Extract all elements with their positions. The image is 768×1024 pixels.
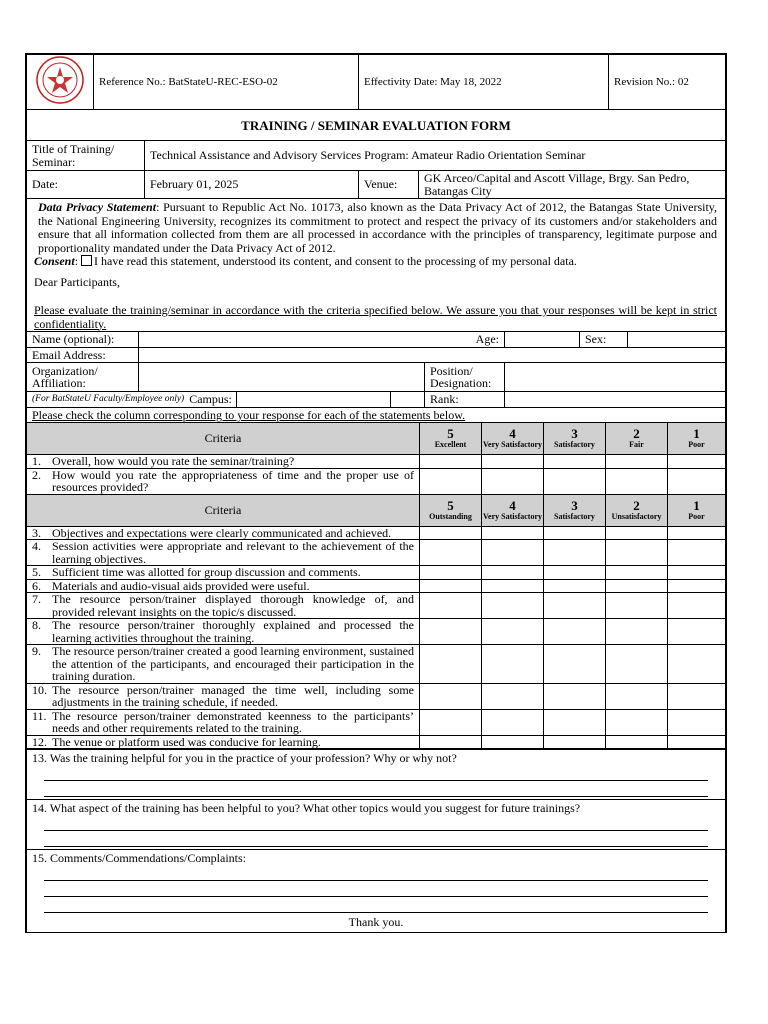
consent-line: Consent: I have read this statement, understood its content, and consent to the processing of my personal data. (34, 254, 577, 269)
affiliation-info (26, 362, 726, 408)
rating-cell[interactable] (606, 468, 668, 494)
rank-field[interactable] (505, 392, 726, 408)
rating-cell[interactable] (668, 593, 726, 619)
name-field[interactable] (139, 332, 505, 348)
open-question (26, 749, 726, 799)
rating-cell[interactable] (544, 593, 606, 619)
rating-cell[interactable] (482, 540, 544, 566)
criteria-text: 9. The resource person/trainer created a good learning environment, sustained the attention of the participants, and encouraged their participation in the training duration. (27, 645, 420, 684)
criteria-header: Criteria (27, 423, 420, 455)
rating-cell[interactable] (544, 735, 606, 749)
rating-cell[interactable] (482, 645, 544, 684)
rating-cell[interactable] (420, 566, 482, 580)
rating-cell[interactable] (420, 735, 482, 749)
criteria-text: 3. Objectives and expectations were clearly communicated and achieved. (27, 526, 420, 540)
revision-number: Revision No.: 02 (609, 55, 726, 110)
date-label: Date: (27, 171, 145, 199)
question-text: 15. Comments/Commendations/Complaints: (32, 851, 247, 866)
criteria-row (27, 683, 726, 709)
email-field[interactable] (139, 348, 726, 363)
rating-cell[interactable] (420, 455, 482, 469)
campus-label: Campus: (189, 392, 232, 407)
criteria-row (27, 526, 726, 540)
form-title: TRAINING / SEMINAR EVALUATION FORM (27, 110, 726, 141)
effectivity-date: Effectivity Date: May 18, 2022 (359, 55, 609, 110)
criteria-row (27, 619, 726, 645)
consent-label: Consent (34, 254, 75, 269)
scale1-4: 4 Very Satisfactory (482, 423, 544, 455)
org-field[interactable] (139, 363, 425, 392)
rating-cell[interactable] (606, 735, 668, 749)
university-seal (27, 55, 94, 110)
rating-cell[interactable] (420, 683, 482, 709)
org-label: Organization/ Affiliation: (27, 363, 139, 392)
rating-cell[interactable] (606, 709, 668, 735)
criteria-header-2: Criteria (27, 494, 420, 526)
evaluation-form (25, 53, 727, 933)
criteria-text: 6. Materials and audio-visual aids provided were useful. (27, 579, 420, 593)
criteria-row (27, 735, 726, 749)
rating-cell[interactable] (482, 709, 544, 735)
criteria-row (27, 593, 726, 619)
training-info (26, 140, 726, 199)
open-question (26, 849, 726, 915)
rating-cell[interactable] (482, 579, 544, 593)
rating-cell[interactable] (668, 468, 726, 494)
campus-field[interactable] (236, 392, 391, 407)
criteria-row (27, 468, 726, 494)
rating-cell[interactable] (482, 735, 544, 749)
rating-cell[interactable] (544, 526, 606, 540)
open-questions (26, 749, 726, 915)
rating-cell[interactable] (606, 593, 668, 619)
rating-cell[interactable] (606, 455, 668, 469)
document-header (26, 54, 726, 141)
rating-cell[interactable] (668, 683, 726, 709)
rating-cell[interactable] (544, 645, 606, 684)
criteria-text: 7. The resource person/trainer displayed thorough knowledge of, and provided relevant insights on the topic/s discussed. (27, 593, 420, 619)
rating-cell[interactable] (668, 709, 726, 735)
rating-cell[interactable] (668, 579, 726, 593)
privacy-statement (34, 201, 717, 255)
greeting: Dear Participants, (34, 274, 120, 289)
venue-value: GK Arceo/Capital and Ascott Village, Brgy. San Pedro, Batangas City (419, 171, 726, 199)
rating-cell[interactable] (482, 566, 544, 580)
instruction: Please evaluate the training/seminar in accordance with the criteria specified below. We assure you that your responses will be kept in strict confidentiality. (34, 302, 717, 331)
scale2-5: 5 Outstanding (420, 494, 482, 526)
rating-cell[interactable] (668, 540, 726, 566)
rating-cell[interactable] (606, 683, 668, 709)
position-field[interactable] (505, 363, 726, 392)
rating-cell[interactable] (482, 619, 544, 645)
rating-cell[interactable] (544, 468, 606, 494)
rating-cell[interactable] (606, 566, 668, 580)
rating-cell[interactable] (420, 645, 482, 684)
rating-cell[interactable] (544, 619, 606, 645)
rating-cell[interactable] (482, 526, 544, 540)
email-label: Email Address: (27, 348, 139, 363)
rating-cell[interactable] (668, 619, 726, 645)
criteria-text: 4. Session activities were appropriate and relevant to the achievement of the learning objectives. (27, 540, 420, 566)
criteria-text: 1. Overall, how would you rate the seminar/training? (27, 455, 420, 469)
privacy-section (26, 199, 726, 331)
scale1-1: 1 Poor (668, 423, 726, 455)
rating-cell[interactable] (420, 593, 482, 619)
question-text: 14. What aspect of the training has been helpful to you? What other topics would you suggest for future trainings? (32, 801, 581, 816)
participant-info (26, 331, 726, 363)
consent-text: I have read this statement, understood its content, and consent to the processing of my personal data. (94, 254, 577, 269)
rating-cell[interactable] (668, 526, 726, 540)
rating-cell[interactable] (668, 735, 726, 749)
rating-cell[interactable] (606, 619, 668, 645)
criteria-row (27, 579, 726, 593)
rating-cell[interactable] (544, 683, 606, 709)
title-value: Technical Assistance and Advisory Services Program: Amateur Radio Orientation Seminar (145, 141, 726, 171)
closing-text: Thank you. (26, 915, 726, 932)
rating-cell[interactable] (544, 709, 606, 735)
scale-header-2 (27, 494, 726, 526)
rating-cell[interactable] (482, 455, 544, 469)
criteria-text: 12. The venue or platform used was conducive for learning. (27, 735, 420, 749)
open-question (26, 799, 726, 849)
criteria-table (26, 407, 726, 749)
rating-cell[interactable] (420, 540, 482, 566)
rating-cell[interactable] (606, 645, 668, 684)
rating-cell[interactable] (668, 566, 726, 580)
position-label: Position/ Designation: (425, 363, 505, 392)
criteria-text: 10. The resource person/trainer managed the time well, including some adjustments in the training schedule, if needed. (27, 683, 420, 709)
answer-line[interactable] (44, 815, 708, 831)
scale2-3: 3 Satisfactory (544, 494, 606, 526)
rating-cell[interactable] (606, 526, 668, 540)
title-label: Title of Training/ Seminar: (27, 141, 145, 171)
venue-label: Venue: (359, 171, 419, 199)
rating-cell[interactable] (420, 709, 482, 735)
name-label: Name (optional): (27, 332, 139, 348)
campus-cell (27, 392, 425, 408)
rank-label: Rank: (425, 392, 505, 408)
rating-cell[interactable] (420, 526, 482, 540)
rating-cell[interactable] (482, 468, 544, 494)
criteria-row (27, 455, 726, 469)
consent-checkbox[interactable] (81, 255, 92, 266)
rating-cell[interactable] (668, 455, 726, 469)
answer-line[interactable] (44, 765, 708, 781)
criteria-row (27, 566, 726, 580)
rating-cell[interactable] (606, 540, 668, 566)
rating-cell[interactable] (544, 579, 606, 593)
rating-cell[interactable] (420, 619, 482, 645)
criteria-row (27, 645, 726, 684)
scale-header-1 (27, 423, 726, 455)
rating-cell[interactable] (482, 683, 544, 709)
rating-cell[interactable] (544, 455, 606, 469)
reference-number: Reference No.: BatStateU-REC-ESO-02 (94, 55, 359, 110)
scale2-4: 4 Very Satisfactory (482, 494, 544, 526)
rating-cell[interactable] (420, 468, 482, 494)
rating-cell[interactable] (668, 645, 726, 684)
scale2-2: 2 Unsatisfactory (606, 494, 668, 526)
answer-line[interactable] (44, 865, 708, 881)
scale1-5: 5 Excellent (420, 423, 482, 455)
rating-cell[interactable] (482, 593, 544, 619)
rating-cell[interactable] (420, 579, 482, 593)
criteria-text: 5. Sufficient time was allotted for group discussion and comments. (27, 566, 420, 580)
question-text: 13. Was the training helpful for you in the practice of your profession? Why or why not? (32, 751, 457, 766)
age-field[interactable] (505, 332, 580, 348)
criteria-row (27, 540, 726, 566)
privacy-body: : Pursuant to Republic Act No. 10173, also known as the Data Privacy Act of 2012, the Batangas State University, the National Engineering University, recognizes its commitment to protect and respect the privacy of its customers and/or stakeholders and ensure that all information collected from them are all processed in accordance with the principles of transparency, legitimate purpose and proportionality mandated under the Data Privacy Act of 2012. (38, 200, 718, 255)
rating-cell[interactable] (544, 566, 606, 580)
criteria-row (27, 709, 726, 735)
scale1-3: 3 Satisfactory (544, 423, 606, 455)
sex-label: Sex: (580, 332, 628, 348)
seal-icon (31, 55, 89, 105)
privacy-heading: Data Privacy Statement (38, 200, 157, 214)
scale1-2: 2 Fair (606, 423, 668, 455)
sex-field[interactable] (628, 332, 726, 348)
criteria-text: 2. How would you rate the appropriateness of time and the proper use of resources provided? (27, 468, 420, 494)
criteria-text: 11. The resource person/trainer demonstrated keenness to the participants’ needs and other requirements related to the training. (27, 709, 420, 735)
scale2-1: 1 Poor (668, 494, 726, 526)
age-label: Age: (475, 332, 499, 347)
date-value: February 01, 2025 (145, 171, 359, 199)
answer-line[interactable] (44, 831, 708, 847)
answer-line[interactable] (44, 781, 708, 797)
criteria-text: 8. The resource person/trainer thoroughly explained and processed the learning activities throughout the training. (27, 619, 420, 645)
answer-line[interactable] (44, 897, 708, 913)
check-instruction: Please check the column corresponding to your response for each of the statements below. (27, 408, 726, 423)
answer-line[interactable] (44, 881, 708, 897)
rating-cell[interactable] (606, 579, 668, 593)
bsu-note: (For BatStateU Faculty/Employee only) (32, 394, 185, 405)
rating-cell[interactable] (544, 540, 606, 566)
